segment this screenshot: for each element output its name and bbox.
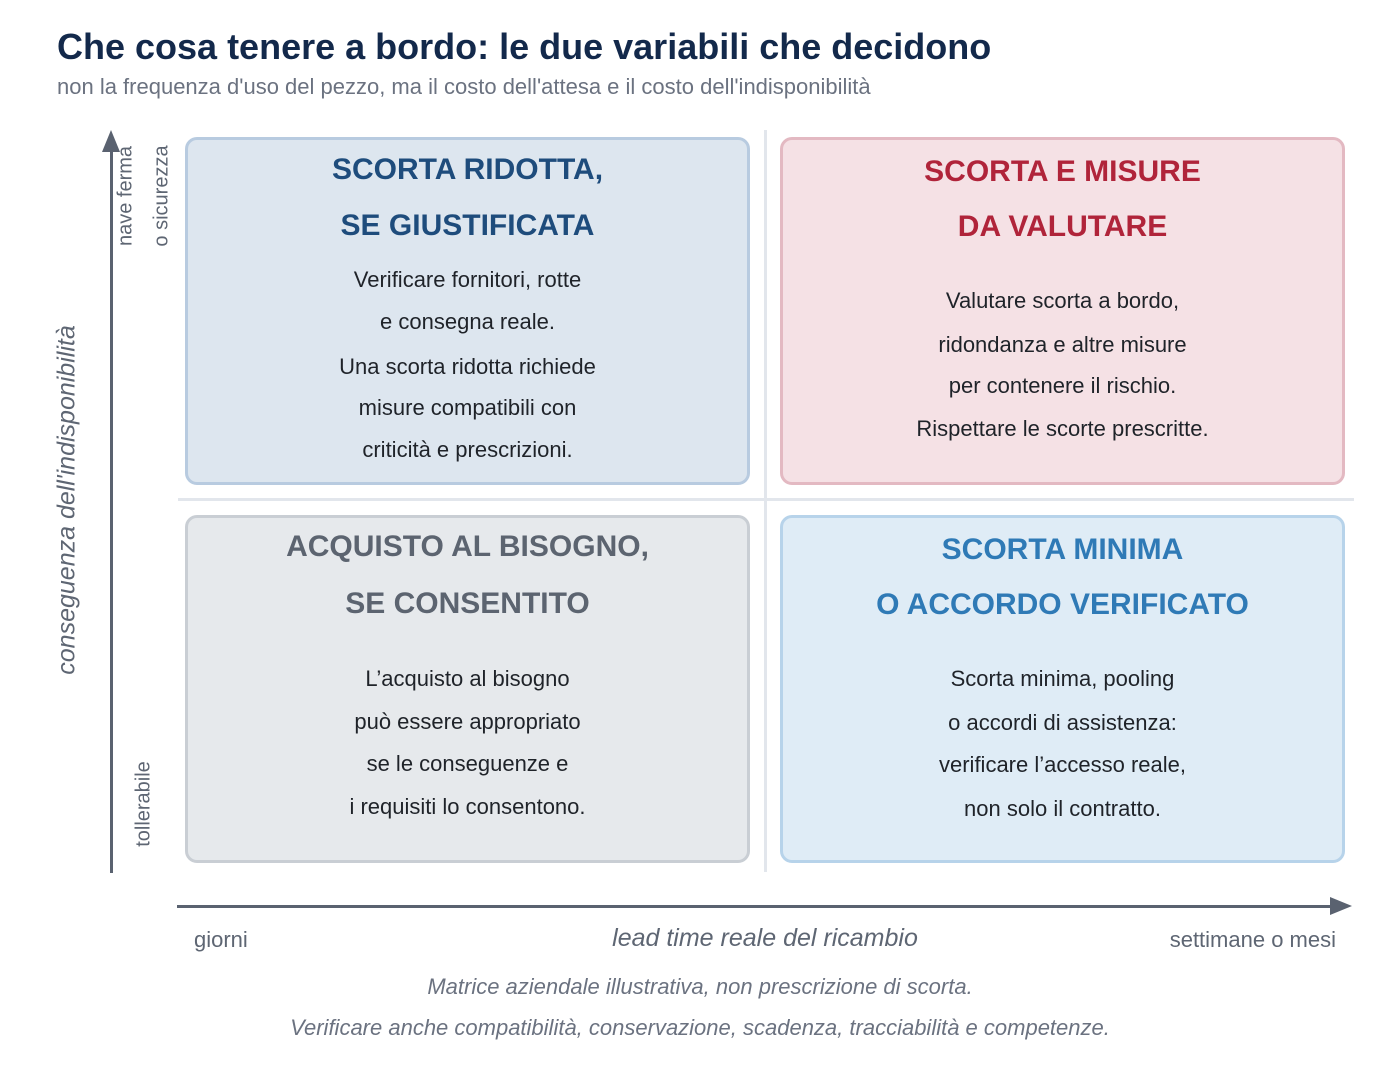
quadrant-body-line: verificare l’accesso reale, xyxy=(939,752,1186,777)
quadrant-title-line: DA VALUTARE xyxy=(957,210,1168,243)
quadrant-body-line: ridondanza e altre misure xyxy=(938,332,1187,357)
vertical-divider xyxy=(764,130,767,872)
footnote: Matrice aziendale illustrativa, non prescrizione di scorta. xyxy=(427,974,973,999)
x-axis-line xyxy=(177,905,1335,908)
quadrant-body-line: i requisiti lo consentono. xyxy=(349,794,586,819)
quadrant-title-line: SCORTA E MISURE xyxy=(924,155,1201,188)
quadrant-title-line: SE GIUSTIFICATA xyxy=(340,209,595,242)
quadrant-title-line: SCORTA MINIMA xyxy=(941,533,1184,566)
quadrant-body-line: può essere appropriato xyxy=(354,709,581,734)
footnote: Verificare anche compatibilità, conservazione, scadenza, tracciabilità e competenze. xyxy=(290,1015,1110,1040)
quadrant-body-line: o accordi di assistenza: xyxy=(948,710,1177,735)
quadrant-body-line: Verificare fornitori, rotte xyxy=(353,267,582,292)
y-axis-high-label-line1: nave ferma xyxy=(114,145,137,247)
quadrant-bottom-left xyxy=(185,515,750,863)
quadrant-body-line: criticità e prescrizioni. xyxy=(362,437,573,462)
y-axis-line xyxy=(110,148,113,873)
quadrant-body-line: se le conseguenze e xyxy=(366,751,569,776)
quadrant-body-line: e consegna reale. xyxy=(380,309,555,334)
quadrant-body-line: Scorta minima, pooling xyxy=(950,666,1175,691)
y-axis-low-label: tollerabile xyxy=(132,761,155,847)
x-axis-high-label: settimane o mesi xyxy=(1169,927,1336,952)
quadrant-body-line: Rispettare le scorte prescritte. xyxy=(916,416,1209,441)
quadrant-top-right xyxy=(780,137,1345,485)
quadrant-bottom-right xyxy=(780,515,1345,863)
quadrant-body-line: per contenere il rischio. xyxy=(948,373,1177,398)
quadrant-title-line: SE CONSENTITO xyxy=(345,587,590,620)
y-axis-high-label-line2: o sicurezza xyxy=(150,145,173,247)
quadrant-body-line: Una scorta ridotta richiede xyxy=(339,354,596,379)
quadrant-body-line: L’acquisto al bisogno xyxy=(365,666,570,691)
page-title: Che cosa tenere a bordo: le due variabili che decidono xyxy=(57,26,992,67)
y-axis-title: conseguenza dell'indisponibilità xyxy=(52,325,81,675)
quadrant-body-line: misure compatibili con xyxy=(358,395,577,420)
page-subtitle: non la frequenza d'uso del pezzo, ma il costo dell'attesa e il costo dell'indisponibilità xyxy=(57,74,871,99)
quadrant-body-line: non solo il contratto. xyxy=(964,796,1161,821)
quadrant-title-line: SCORTA RIDOTTA, xyxy=(331,153,604,186)
x-axis-title: lead time reale del ricambio xyxy=(612,924,918,952)
quadrant-body-line: Valutare scorta a bordo, xyxy=(945,288,1180,313)
quadrant-title-line: O ACCORDO VERIFICATO xyxy=(876,588,1249,621)
x-axis-arrow-right-icon xyxy=(1330,897,1352,915)
quadrant-title-line: ACQUISTO AL BISOGNO, xyxy=(286,530,649,563)
x-axis-low-label: giorni xyxy=(194,927,248,952)
quadrant-top-left xyxy=(185,137,750,485)
horizontal-divider xyxy=(178,498,1354,501)
